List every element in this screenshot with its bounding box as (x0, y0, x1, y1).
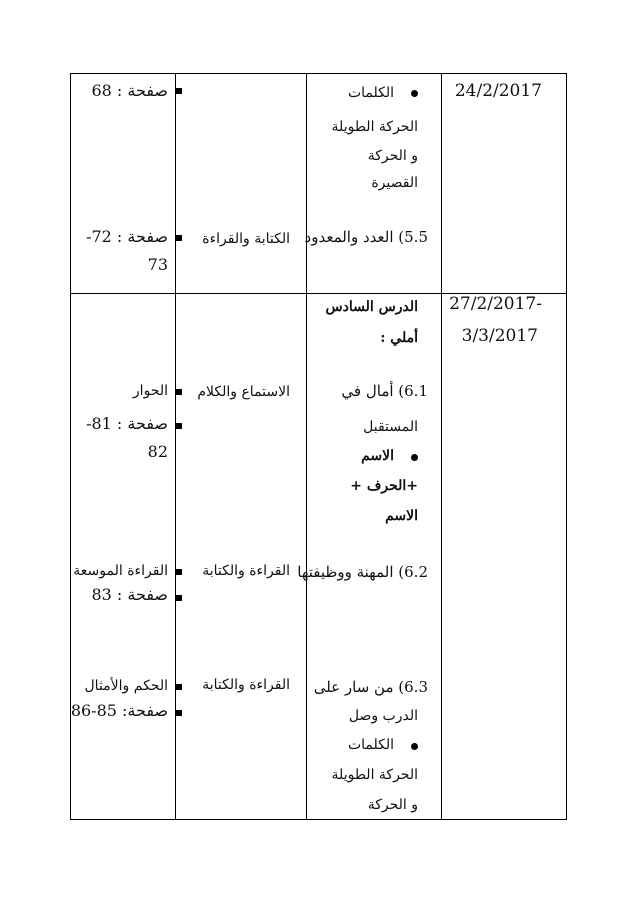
row1-activity-writing-reading: الكتابة والقراءة (202, 231, 290, 247)
row2-page-proverbs: الحكم والأمثال (84, 678, 168, 694)
row1-page-68: صفحة : 68 (91, 81, 168, 100)
row2-lesson-item-6-2: 6.2) المهنة ووظيفتها (297, 563, 428, 581)
row2-lesson-item-6-3-line1: 6.3) من سار على (313, 678, 428, 696)
row2-lesson-bullet-2 (411, 743, 418, 750)
row2-lesson-bullet-1 (411, 454, 418, 461)
lesson-table (70, 73, 567, 820)
row2-page-81-line2: 82 (147, 442, 168, 461)
row1-lesson-bullet-line4: القصيرة (371, 175, 418, 191)
row1-lesson-bullet-line2: الحركة الطويلة (331, 119, 418, 135)
row1-page-bullet-1 (176, 88, 182, 94)
row2-activity-reading-writing-1: القراءة والكتابة (202, 563, 290, 579)
row2-page-extended-reading: القراءة الموسعة (73, 563, 168, 579)
row2-page-bullet-a2 (176, 423, 182, 429)
row1-lesson-bullet-line3: و الحركة (367, 148, 418, 164)
row2-page-bullet-c1 (176, 684, 182, 690)
row2-activity-listening-speaking: الاستماع والكلام (197, 384, 290, 400)
row2-lesson-title-line2: أملي : (380, 330, 418, 346)
row2-lesson-bullet1-line1: الاسم (361, 448, 394, 464)
row1-lesson-item-5-5: 5.5) العدد والمعدود (304, 228, 428, 246)
row2-page-83: صفحة : 83 (91, 585, 168, 604)
column-divider-1 (175, 74, 176, 819)
row2-lesson-bullet2-line3: و الحركة (367, 797, 418, 813)
row2-page-85-86: صفحة: 85-86 (70, 701, 168, 720)
row1-lesson-bullet (411, 90, 418, 97)
row1-lesson-bullet-line1: الكلمات (347, 85, 394, 101)
row2-lesson-item-6-3-line2: الدرب وصل (348, 708, 418, 724)
row2-lesson-item-6-1-line2: المستقبل (363, 419, 418, 435)
row2-date-line1: 27/2/2017- (449, 294, 542, 314)
column-divider-3 (441, 74, 442, 819)
row2-lesson-bullet2-line1: الكلمات (347, 737, 394, 753)
row2-page-bullet-c2 (176, 710, 182, 716)
row2-page-bullet-b2 (176, 595, 182, 601)
row1-page-72-line2: 73 (147, 255, 168, 274)
row2-page-dialogue: الحوار (132, 383, 168, 399)
column-divider-2 (306, 74, 307, 819)
row2-lesson-title: الدرس السادس (325, 299, 418, 315)
row2-lesson-bullet1-line3: الاسم (385, 508, 418, 524)
row2-page-81-line1: صفحة : 81- (86, 414, 168, 433)
row1-page-72-line1: صفحة : 72- (86, 227, 168, 246)
row2-activity-reading-writing-2: القراءة والكتابة (202, 677, 290, 693)
row1-date: 24/2/2017 (454, 81, 542, 101)
row2-lesson-bullet1-line2: +الحرف + (350, 478, 418, 494)
row2-lesson-bullet2-line2: الحركة الطويلة (331, 767, 418, 783)
row1-page-bullet-2 (176, 235, 182, 241)
row2-page-bullet-a1 (176, 389, 182, 395)
row2-date-line2: 3/3/2017 (461, 326, 538, 346)
row2-page-bullet-b1 (176, 569, 182, 575)
row2-lesson-item-6-1-line1: 6.1) أمال في (341, 382, 428, 400)
